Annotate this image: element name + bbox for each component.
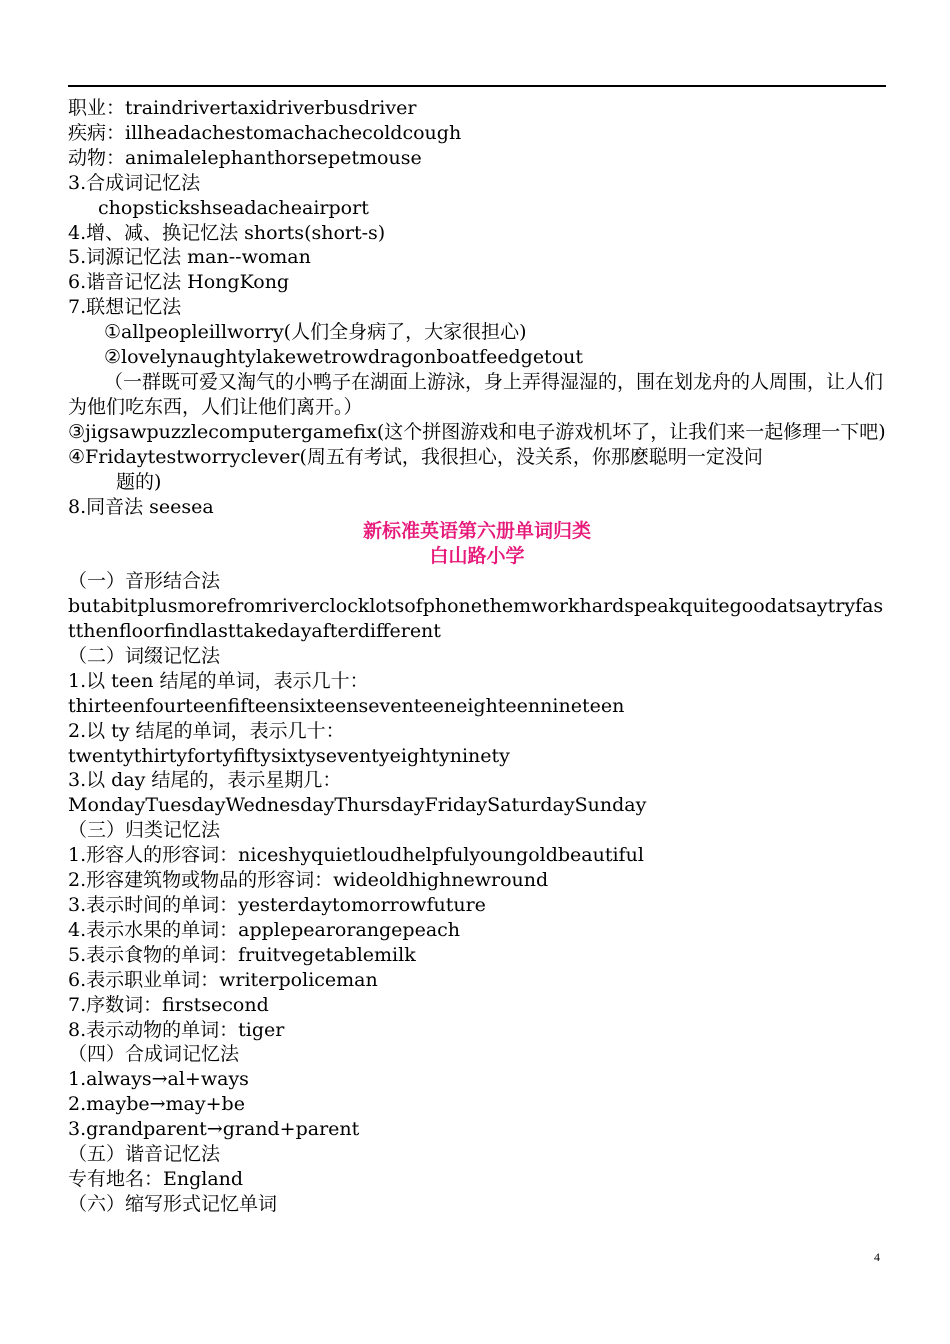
section-3-item-5: 5.表示食物的单词：fruitvegetablemilk	[68, 943, 416, 966]
section-2-heading: （二）词缀记忆法	[68, 644, 221, 667]
line-illness: 疾病：illheadachestomachachecoldcough	[68, 121, 462, 144]
document-subtitle: 白山路小学	[429, 545, 525, 568]
section-3-item-2: 2.形容建筑物或物品的形容词：wideoldhighnewround	[68, 869, 549, 892]
line-same-sound: 8.同音法 seesea	[68, 495, 214, 518]
line-animals: 动物：animalelephanthorsepetmouse	[68, 146, 422, 169]
line-occupation: 职业：traindrivertaxidriverbusdriver	[68, 97, 417, 119]
document-title: 新标准英语第六册单词归类	[362, 520, 591, 543]
section-5-item-1: 专有地名：England	[68, 1167, 244, 1190]
section-2-item-3: 3.以 day 结尾的，表示星期几：	[68, 769, 342, 792]
section-5-heading: （五）谐音记忆法	[68, 1143, 221, 1166]
page-number: 4	[874, 1250, 880, 1264]
line-association-2: ②lovelynaughtylakewetrowdragonboatfeedgetout	[104, 346, 584, 369]
page-content	[68, 96, 886, 1217]
section-1-heading: （一）音形结合法	[68, 570, 221, 593]
line-association-3: ③jigsawpuzzlecomputergamefix(这个拼图游戏和电子游戏机坏了，让我们来一起修理一下吧)	[68, 420, 886, 443]
line-association-2-translation	[68, 370, 886, 420]
line-add-remove: 4.增、减、换记忆法 shorts(short-s)	[68, 221, 386, 244]
section-3-item-3: 3.表示时间的单词：yesterdaytomorrowfuture	[68, 894, 486, 916]
section-2-item-1: 1.以 teen 结尾的单词，表示几十：	[68, 669, 369, 692]
section-3-item-1: 1.形容人的形容词：niceshyquietloudhelpfulyoungoldbeautiful	[68, 844, 644, 867]
section-3-item-6: 6.表示职业单词：writerpoliceman	[68, 968, 378, 991]
line-compound-heading: 3.合成词记忆法	[68, 171, 201, 194]
line-association-1: ①allpeopleillworry(人们全身病了，大家很担心)	[104, 321, 527, 344]
translation-text: （一群既可爱又淘气的小鸭子在湖面上游泳，身上弄得湿湿的，围在划龙舟的人周围，让人们为他们吃东西，人们让他们离开。）	[68, 370, 884, 418]
section-4-item-3: 3.grandparent→grand+parent	[68, 1118, 360, 1141]
section-2-item-2: 2.以 ty 结尾的单词，表示几十：	[68, 719, 345, 742]
section-2-words-1: thirteenfourteenfifteensixteenseventeeneighteennineteen	[68, 694, 625, 717]
section-4-item-1: 1.always→al+ways	[68, 1068, 249, 1091]
line-homophone-memory: 6.谐音记忆法 HongKong	[68, 271, 290, 294]
section-3-heading: （三）归类记忆法	[68, 819, 221, 842]
line-compound-words: chopstickshseadacheairport	[98, 196, 369, 219]
line-etymology: 5.词源记忆法 man--woman	[68, 246, 311, 269]
line-association-4: ④Fridaytestworryclever(周五有考试，我很担心，没关系，你那麽聪明一定没问	[68, 445, 763, 468]
section-3-item-7: 7.序数词：firstsecond	[68, 993, 269, 1016]
section-3-item-4: 4.表示水果的单词：applepearorangepeach	[68, 918, 461, 941]
section-4-heading: （四）合成词记忆法	[68, 1043, 240, 1066]
section-4-item-2: 2.maybe→may+be	[68, 1093, 245, 1116]
section-2-words-2: twentythirtyfortyfiftysixtyseventyeightyninety	[68, 744, 510, 767]
section-2-words-3: MondayTuesdayWednesdayThursdayFridaySaturdaySunday	[68, 794, 647, 817]
line-association-heading: 7.联想记忆法	[68, 296, 182, 319]
section-1-words: butabitplusmorefromriverclocklotsofphonethemworkhardspeakquitegoodatsaytryfastthenfloorfindlasttakedayafterdifferent	[68, 595, 884, 643]
section-6-heading: （六）缩写形式记忆单词	[68, 1192, 278, 1215]
section-3-item-8: 8.表示动物的单词：tiger	[68, 1018, 285, 1041]
line-association-4-cont: 题的)	[116, 470, 162, 493]
header-rule	[68, 85, 886, 87]
